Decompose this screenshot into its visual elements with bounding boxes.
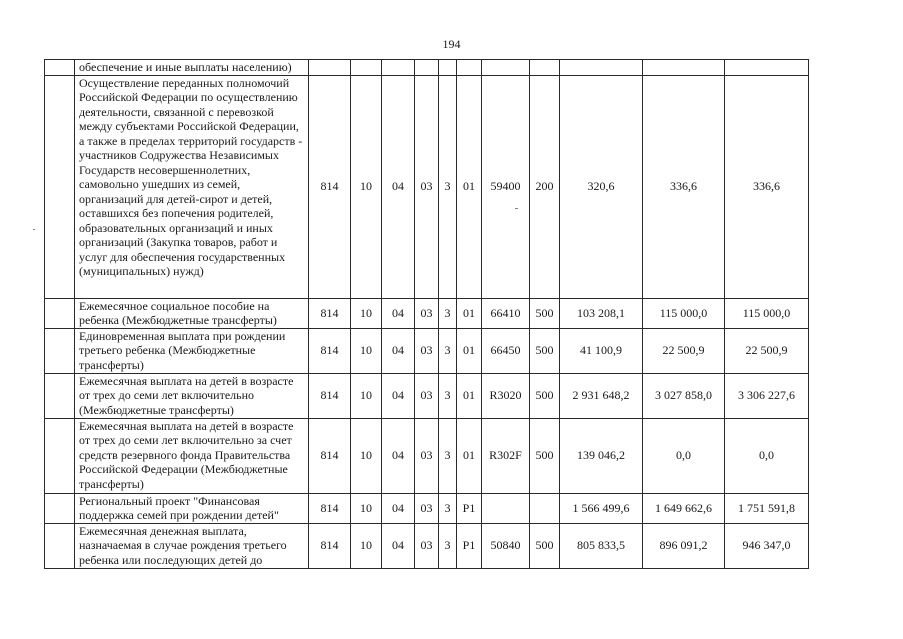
table-cell-subprogram: 3 bbox=[439, 75, 457, 298]
table-cell-program bbox=[415, 60, 439, 76]
table-row bbox=[45, 418, 809, 493]
table-cell-year2: 896 091,2 bbox=[643, 523, 725, 568]
table-cell-event: 01 bbox=[457, 75, 482, 298]
table-cell-subsection: 04 bbox=[382, 298, 415, 328]
table-cell-direction: R3020 bbox=[482, 373, 530, 418]
table-cell-gov bbox=[309, 60, 351, 76]
table-cell-program: 03 bbox=[415, 493, 439, 523]
table-cell-section: 10 bbox=[351, 298, 382, 328]
table-cell-gov: 814 bbox=[309, 523, 351, 568]
table-cell-event: P1 bbox=[457, 493, 482, 523]
table-cell-event: 01 bbox=[457, 418, 482, 493]
table-cell-description: Ежемесячное социальное пособие на ребенка (Межбюджетные трансферты) bbox=[75, 298, 309, 328]
table-cell-direction: 59400 bbox=[482, 75, 530, 298]
table-cell-year2 bbox=[643, 60, 725, 76]
table-cell-year3: 1 751 591,8 bbox=[725, 493, 809, 523]
table-cell-subsection: 04 bbox=[382, 75, 415, 298]
table-row bbox=[45, 298, 809, 328]
table-cell-year3: 946 347,0 bbox=[725, 523, 809, 568]
table-cell-subprogram: 3 bbox=[439, 298, 457, 328]
table-cell-blank bbox=[45, 373, 75, 418]
scan-speck bbox=[33, 229, 35, 230]
table-cell-gov: 814 bbox=[309, 298, 351, 328]
table-cell-subprogram: 3 bbox=[439, 373, 457, 418]
table-row bbox=[45, 523, 809, 568]
table-cell-event: 01 bbox=[457, 298, 482, 328]
table-cell-direction: 66410 bbox=[482, 298, 530, 328]
budget-table bbox=[44, 59, 809, 569]
table-cell-year3: 115 000,0 bbox=[725, 298, 809, 328]
table-cell-year1: 320,6 bbox=[560, 75, 643, 298]
table-row bbox=[45, 373, 809, 418]
table-cell-program: 03 bbox=[415, 328, 439, 373]
table-cell-blank bbox=[45, 493, 75, 523]
table-cell-section: 10 bbox=[351, 75, 382, 298]
table-cell-expense-type: 500 bbox=[530, 328, 560, 373]
table-cell-event: 01 bbox=[457, 328, 482, 373]
table-cell-expense-type: 500 bbox=[530, 373, 560, 418]
table-row bbox=[45, 75, 809, 298]
table-cell-expense-type bbox=[530, 60, 560, 76]
table-cell-section: 10 bbox=[351, 418, 382, 493]
table-cell-section: 10 bbox=[351, 373, 382, 418]
table-cell-description: Ежемесячная выплата на детей в возрасте от трех до семи лет включительно (Межбюджетные трансферты) bbox=[75, 373, 309, 418]
table-cell-blank bbox=[45, 328, 75, 373]
table-cell-gov: 814 bbox=[309, 328, 351, 373]
table-cell-section: 10 bbox=[351, 523, 382, 568]
table-cell-description: Ежемесячная денежная выплата, назначаемая в случае рождения третьего ребенка или последующих детей до bbox=[75, 523, 309, 568]
table-cell-gov: 814 bbox=[309, 75, 351, 298]
table-cell-year3: 22 500,9 bbox=[725, 328, 809, 373]
table-cell-year1 bbox=[560, 60, 643, 76]
table-cell-section bbox=[351, 60, 382, 76]
table-cell-year3: 3 306 227,6 bbox=[725, 373, 809, 418]
table-cell-subprogram: 3 bbox=[439, 328, 457, 373]
table-cell-program: 03 bbox=[415, 418, 439, 493]
table-cell-program: 03 bbox=[415, 298, 439, 328]
table-cell-event bbox=[457, 60, 482, 76]
table-cell-subsection bbox=[382, 60, 415, 76]
table-cell-blank bbox=[45, 298, 75, 328]
table-row bbox=[45, 60, 809, 76]
table-row bbox=[45, 493, 809, 523]
table-cell-subsection: 04 bbox=[382, 493, 415, 523]
table-cell-blank bbox=[45, 523, 75, 568]
table-cell-year3: 336,6 bbox=[725, 75, 809, 298]
table-cell-program: 03 bbox=[415, 523, 439, 568]
table-cell-year1: 139 046,2 bbox=[560, 418, 643, 493]
table-cell-event: P1 bbox=[457, 523, 482, 568]
page-number: 194 bbox=[442, 37, 461, 51]
table-cell-year2: 22 500,9 bbox=[643, 328, 725, 373]
scan-speck bbox=[515, 208, 518, 209]
table-cell-expense-type: 500 bbox=[530, 523, 560, 568]
table-cell-subsection: 04 bbox=[382, 418, 415, 493]
table-cell-blank bbox=[45, 60, 75, 76]
table-cell-subsection: 04 bbox=[382, 373, 415, 418]
table-cell-expense-type: 500 bbox=[530, 418, 560, 493]
table-cell-direction: 66450 bbox=[482, 328, 530, 373]
table-cell-expense-type bbox=[530, 493, 560, 523]
table-cell-year3: 0,0 bbox=[725, 418, 809, 493]
table-cell-subprogram: 3 bbox=[439, 418, 457, 493]
table-cell-year2: 115 000,0 bbox=[643, 298, 725, 328]
table-cell-year1: 805 833,5 bbox=[560, 523, 643, 568]
table-cell-direction: R302F bbox=[482, 418, 530, 493]
table-cell-subsection: 04 bbox=[382, 328, 415, 373]
table-row bbox=[45, 328, 809, 373]
table-cell-expense-type: 500 bbox=[530, 298, 560, 328]
table-cell-year2: 1 649 662,6 bbox=[643, 493, 725, 523]
table-cell-section: 10 bbox=[351, 328, 382, 373]
table-cell-year2: 0,0 bbox=[643, 418, 725, 493]
table-cell-direction bbox=[482, 60, 530, 76]
table-cell-year2: 336,6 bbox=[643, 75, 725, 298]
table-cell-section: 10 bbox=[351, 493, 382, 523]
table-cell-description: Ежемесячная выплата на детей в возрасте от трех до семи лет включительно за счет средств резервного фонда Правительства Российской Федерации (Межбюджетные трансферты) bbox=[75, 418, 309, 493]
table-cell-subprogram bbox=[439, 60, 457, 76]
table-cell-gov: 814 bbox=[309, 418, 351, 493]
table-cell-blank bbox=[45, 418, 75, 493]
table-cell-description: обеспечение и иные выплаты населению) bbox=[75, 60, 309, 76]
table-cell-description: Единовременная выплата при рождении третьего ребенка (Межбюджетные трансферты) bbox=[75, 328, 309, 373]
table-cell-gov: 814 bbox=[309, 493, 351, 523]
table-cell-subprogram: 3 bbox=[439, 493, 457, 523]
table-cell-subprogram: 3 bbox=[439, 523, 457, 568]
table-cell-blank bbox=[45, 75, 75, 298]
table-cell-event: 01 bbox=[457, 373, 482, 418]
table-cell-year2: 3 027 858,0 bbox=[643, 373, 725, 418]
table-cell-gov: 814 bbox=[309, 373, 351, 418]
table-cell-year1: 2 931 648,2 bbox=[560, 373, 643, 418]
table-cell-direction bbox=[482, 493, 530, 523]
table-cell-year1: 1 566 499,6 bbox=[560, 493, 643, 523]
table-cell-year3 bbox=[725, 60, 809, 76]
table-cell-subsection: 04 bbox=[382, 523, 415, 568]
table-cell-description: Региональный проект "Финансовая поддержка семей при рождении детей" bbox=[75, 493, 309, 523]
table-cell-program: 03 bbox=[415, 75, 439, 298]
table-cell-year1: 41 100,9 bbox=[560, 328, 643, 373]
table-cell-description: Осуществление переданных полномочий Российской Федерации по осуществлению деятельности, связанной с перевозкой между субъектами Российской Федерации, а также в пределах территорий государств - участников Содружества Независимых Государств несовершеннолетних, самовольно ушедших из семей, организаций для детей-сирот и детей, оставшихся без попечения родителей, образовательных организаций и иных организаций (Закупка товаров, работ и услуг для обеспечения государственных (муниципальных) нужд) bbox=[75, 75, 309, 298]
table-cell-expense-type: 200 bbox=[530, 75, 560, 298]
table-cell-program: 03 bbox=[415, 373, 439, 418]
table-cell-direction: 50840 bbox=[482, 523, 530, 568]
table-cell-year1: 103 208,1 bbox=[560, 298, 643, 328]
